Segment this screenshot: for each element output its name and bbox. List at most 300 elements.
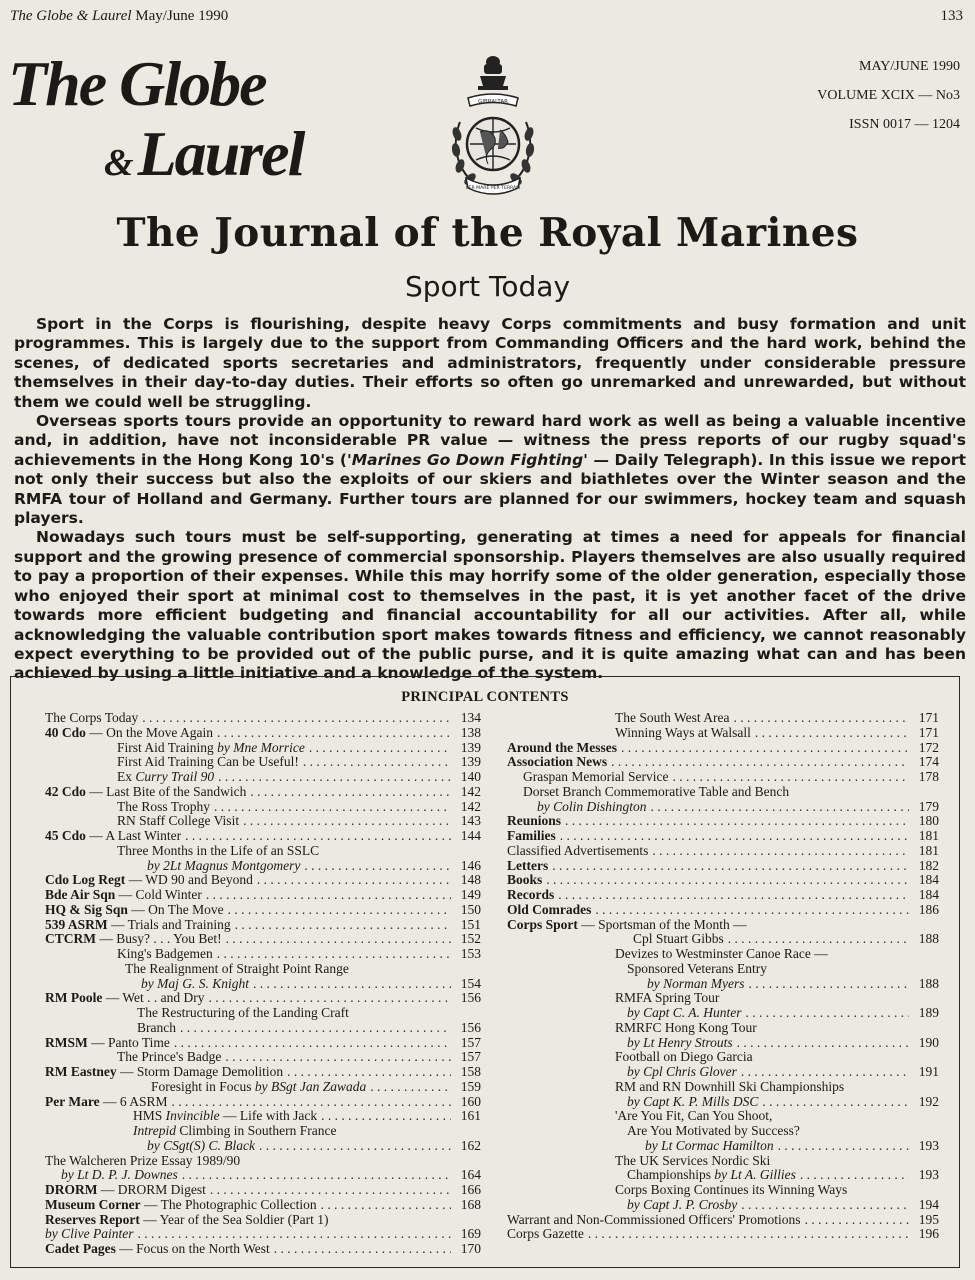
contents-entry	[45, 991, 481, 1006]
contents-page-number: 171	[918, 724, 939, 740]
contents-entry-text: Football on Diego Garcia	[615, 1049, 753, 1065]
crest-motto-text: PER MARE PER TERRAM	[465, 186, 521, 191]
contents-entry	[45, 1095, 481, 1110]
contents-entry	[45, 962, 481, 977]
contents-entry	[507, 1168, 939, 1183]
contents-entry	[45, 1139, 481, 1154]
contents-column-right	[507, 711, 939, 1242]
contents-entry-section: RM Eastney	[45, 1064, 117, 1079]
contents-entry-title	[45, 947, 213, 962]
contents-entry-text: The Ross Trophy	[117, 798, 211, 814]
contents-entry-section: HQ & Sig Sqn	[45, 901, 128, 917]
contents-entry-text: First Aid Training Can be Useful!	[117, 754, 299, 770]
contents-entry	[45, 726, 481, 741]
contents-entry-text: Cpl Stuart Gibbs	[633, 931, 724, 947]
contents-entry-section: Letters	[507, 857, 549, 873]
contents-dot-leader	[206, 888, 451, 903]
contents-page-number: 184	[918, 872, 939, 888]
contents-entry-text-tail: — Life with Jack	[219, 1108, 318, 1124]
contents-entry-text: — Focus on the North West	[115, 1241, 270, 1256]
contents-entry	[507, 785, 939, 800]
contents-entry	[507, 1124, 939, 1139]
contents-entry-text: — 6 ASRM	[99, 1093, 168, 1109]
contents-entry-title	[45, 829, 181, 844]
contents-page-number: 138	[460, 724, 481, 740]
running-title-italic: The Globe & Laurel	[10, 8, 132, 24]
contents-entry	[507, 1080, 939, 1095]
contents-dot-leader	[218, 770, 451, 785]
contents-entry-text: King's Badgemen	[117, 946, 213, 961]
intro-p2-quote: 'Marines Go Down Fighting'	[347, 450, 588, 469]
contents-entry-text-tail: Climbing in Southern France	[176, 1123, 337, 1138]
contents-entry	[507, 873, 939, 888]
contents-page-number: 149	[460, 887, 481, 902]
contents-entry-text: — DRORM Digest	[97, 1182, 206, 1197]
contents-entry-title	[507, 800, 647, 815]
contents-entry-title	[45, 1006, 349, 1021]
contents-entry-section: CTCRM	[45, 931, 96, 947]
contents-page-number: 170	[460, 1241, 481, 1256]
contents-dot-leader	[303, 755, 451, 770]
contents-entry-title	[507, 1095, 758, 1110]
contents-entry-text: Graspan Memorial Service	[523, 769, 669, 784]
contents-dot-leader	[755, 726, 909, 741]
contents-dot-leader	[652, 844, 909, 859]
contents-entry-text: — On the Move Again	[85, 724, 214, 740]
contents-entry-text: First Aid Training	[117, 739, 218, 755]
contents-entry-title	[507, 770, 668, 785]
contents-entry-title	[45, 726, 213, 741]
contents-page-number: 180	[918, 813, 939, 829]
contents-entry	[45, 1006, 481, 1021]
contents-dot-leader	[228, 903, 451, 918]
contents-entry-byline: by Capt C. A. Hunter	[627, 1005, 742, 1020]
editorial-intro	[14, 315, 966, 684]
contents-entry-text: The Realignment of Straight Point Range	[125, 960, 349, 976]
contents-entry	[507, 726, 939, 741]
intro-p2-start: Overseas sports tours provide an opportunity to reward hard work as well as being a valuable incentive and, in addition, have not inconsiderable PR value — witness the press reports of our rugby squad's achievements in the Hong Kong 10's (	[14, 412, 966, 469]
contents-entry-title	[507, 1050, 753, 1065]
contents-entry-title	[45, 844, 319, 859]
contents-entry	[507, 741, 939, 756]
contents-entry-text: Corps Gazette	[507, 1226, 584, 1242]
contents-entry-title	[45, 991, 205, 1006]
contents-entry-title	[45, 755, 299, 770]
contents-entry	[45, 1168, 481, 1183]
contents-entry-title	[45, 1124, 336, 1139]
contents-entry-section: Old Comrades	[507, 901, 592, 917]
section-title: Sport Today	[404, 270, 571, 303]
contents-dot-leader	[225, 1050, 451, 1065]
contents-page-number: 174	[918, 754, 939, 770]
contents-entry-text: RMFA Spring Tour	[615, 990, 720, 1006]
contents-page-number: 144	[460, 828, 481, 843]
contents-entry-title	[507, 932, 724, 947]
contents-dot-leader	[621, 741, 909, 756]
masthead-line-2	[104, 118, 304, 189]
contents-dot-leader	[565, 814, 909, 829]
contents-entry-title	[507, 711, 730, 726]
contents-dot-leader	[226, 932, 451, 947]
contents-dot-leader	[546, 873, 909, 888]
issn: ISSN 0017 — 1204	[849, 117, 960, 132]
contents-entry-title	[45, 962, 349, 977]
contents-page-number: 157	[460, 1049, 481, 1065]
contents-dot-leader	[778, 1139, 909, 1154]
contents-entry-title	[45, 1109, 317, 1124]
contents-entry	[507, 1036, 939, 1051]
contents-entry-title	[507, 741, 617, 756]
contents-page-number: 188	[918, 931, 939, 947]
intro-paragraph-2	[14, 412, 966, 528]
contents-entry-title	[507, 1006, 742, 1021]
contents-entry-text: 'Are You Fit, Can You Shoot,	[615, 1108, 773, 1124]
contents-entry-title	[45, 1139, 255, 1154]
contents-entry	[45, 711, 481, 726]
contents-entry-title	[507, 844, 648, 859]
contents-entry-byline: by Cpl Chris Glover	[627, 1064, 737, 1079]
contents-page-number: 194	[918, 1196, 939, 1212]
contents-entry-text: The Walcheren Prize Essay 1989/90	[45, 1152, 241, 1168]
contents-entry-title	[45, 711, 138, 726]
contents-entry-title	[45, 1080, 366, 1095]
contents-entry-title	[507, 1154, 770, 1169]
contents-entry	[45, 785, 481, 800]
contents-entry-title	[507, 829, 556, 844]
contents-entry-text: — A Last Winter	[85, 828, 182, 843]
page-number: 133	[940, 8, 963, 24]
contents-dot-leader	[321, 1198, 451, 1213]
contents-entry-text: The Corps Today	[45, 710, 139, 725]
contents-entry-byline: by Norman Myers	[647, 975, 745, 991]
contents-entry	[45, 1109, 481, 1124]
contents-entry-title	[507, 1198, 737, 1213]
contents-entry-text: — Busy? . . . You Bet!	[96, 931, 222, 947]
contents-page-number: 134	[460, 710, 481, 725]
contents-dot-leader	[672, 770, 909, 785]
contents-entry-byline: by Maj G. S. Knight	[141, 975, 249, 991]
contents-entry-byline: by Capt K. P. Mills DSC	[627, 1093, 759, 1109]
contents-dot-leader	[611, 755, 909, 770]
contents-page-number: 193	[918, 1167, 939, 1183]
contents-dot-leader	[309, 741, 451, 756]
contents-entry-text: Warrant and Non-Commissioned Officers' Promotions	[507, 1211, 801, 1227]
contents-entry	[45, 1154, 481, 1169]
contents-entry-section: Reunions	[507, 813, 562, 829]
masthead-ampersand: &	[104, 142, 132, 184]
contents-entry-text: — The Photographic Collection	[140, 1196, 317, 1212]
contents-dot-leader	[182, 1168, 451, 1183]
contents-page-number: 179	[918, 798, 939, 814]
contents-entry-byline: Intrepid	[133, 1123, 176, 1138]
contents-entry-title	[507, 1183, 847, 1198]
contents-page-number: 169	[460, 1226, 481, 1242]
contents-entry-title	[45, 1095, 168, 1110]
contents-page-number: 181	[918, 828, 939, 843]
contents-page-number: 156	[460, 1019, 481, 1035]
contents-dot-leader	[749, 977, 910, 992]
contents-page-number: 139	[460, 739, 481, 755]
contents-entry-title	[45, 1065, 283, 1080]
contents-page-number: 142	[460, 798, 481, 814]
contents-entry-text: Three Months in the Life of an SSLC	[117, 842, 320, 858]
contents-page-number: 191	[918, 1064, 939, 1079]
contents-dot-leader	[235, 918, 451, 933]
contents-entry-byline: by Clive Painter	[45, 1226, 134, 1242]
contents-entry	[45, 1036, 481, 1051]
contents-dot-leader	[142, 711, 451, 726]
contents-entry-title	[507, 814, 561, 829]
contents-entry	[507, 977, 939, 992]
contents-entry-title	[507, 1065, 737, 1080]
contents-page-number: 140	[460, 769, 481, 784]
contents-entry	[507, 1139, 939, 1154]
contents-entry-title	[507, 1168, 796, 1183]
contents-entry	[507, 903, 939, 918]
contents-page-number: 154	[460, 975, 481, 991]
contents-entry	[507, 770, 939, 785]
contents-entry-section: Cdo Log Regt	[45, 872, 126, 888]
contents-entry-byline: by Mne Morrice	[217, 739, 305, 755]
contents-entry	[507, 711, 939, 726]
contents-entry-text: — Panto Time	[87, 1034, 170, 1050]
contents-entry-text: Ex	[117, 769, 136, 784]
contents-dot-leader	[560, 829, 909, 844]
contents-entry	[507, 1213, 939, 1228]
contents-entry	[45, 1198, 481, 1213]
contents-entry-title	[45, 785, 246, 800]
contents-entry	[45, 1124, 481, 1139]
contents-entry-title	[507, 1213, 801, 1228]
contents-entry-section: Per Mare	[45, 1093, 100, 1109]
contents-dot-leader	[805, 1213, 909, 1228]
contents-entry-text: The South West Area	[615, 710, 730, 725]
contents-entry	[45, 829, 481, 844]
contents-entry-title	[507, 1124, 800, 1139]
contents-entry-section: 42 Cdo	[45, 783, 86, 799]
contents-dot-leader	[209, 991, 451, 1006]
royal-marines-crest-icon	[440, 52, 546, 202]
contents-entry-title	[507, 888, 554, 903]
contents-entry	[45, 755, 481, 770]
contents-dot-leader	[257, 873, 451, 888]
contents-entry-text: Classified Advertisements	[507, 842, 649, 858]
contents-title: PRINCIPAL CONTENTS	[401, 689, 569, 705]
contents-entry-title	[45, 1213, 328, 1228]
crest-scroll-text: GIBRALTAR	[478, 99, 508, 105]
contents-dot-leader	[259, 1139, 451, 1154]
contents-page-number: 184	[918, 887, 939, 902]
contents-dot-leader	[250, 785, 451, 800]
contents-entry-section: 45 Cdo	[45, 828, 86, 843]
contents-entry-byline: by Lt Henry Strouts	[627, 1034, 733, 1050]
contents-entry-section: RMSM	[45, 1034, 88, 1050]
contents-entry-title	[507, 1227, 584, 1242]
contents-dot-leader	[253, 977, 451, 992]
contents-entry	[507, 888, 939, 903]
contents-entry-section: Association News	[507, 754, 608, 770]
contents-entry	[45, 859, 481, 874]
contents-entry-text: Dorset Branch Commemorative Table and Bench	[523, 783, 790, 799]
contents-page-number: 178	[918, 769, 939, 784]
contents-entry-text: — Year of the Sea Soldier (Part 1)	[139, 1211, 329, 1227]
contents-entry	[45, 903, 481, 918]
contents-entry-text: — Trials and Training	[107, 916, 231, 932]
contents-dot-leader	[558, 888, 909, 903]
contents-dot-leader	[217, 726, 451, 741]
contents-entry	[507, 1065, 939, 1080]
contents-entry	[45, 814, 481, 829]
contents-dot-leader	[174, 1036, 451, 1051]
volume-number: VOLUME XCIX — No3	[817, 88, 960, 103]
contents-dot-leader	[304, 859, 451, 874]
running-title-issue: May/June 1990	[131, 8, 229, 24]
contents-entry	[45, 932, 481, 947]
contents-entry-section: Corps Sport	[507, 916, 578, 932]
contents-entry	[507, 918, 939, 933]
contents-entry	[45, 1213, 481, 1228]
issue-meta	[817, 52, 960, 139]
contents-entry	[45, 800, 481, 815]
contents-entry-title	[45, 873, 253, 888]
contents-dot-leader	[595, 903, 909, 918]
contents-entry	[507, 962, 939, 977]
contents-entry	[507, 1021, 939, 1036]
contents-entry-section: 40 Cdo	[45, 724, 86, 740]
contents-entry-title	[45, 814, 239, 829]
contents-entry-title	[507, 859, 548, 874]
contents-column-left	[45, 711, 481, 1257]
contents-entry-byline: Invincible	[165, 1108, 220, 1124]
contents-entry	[507, 814, 939, 829]
contents-entry-title	[507, 755, 607, 770]
contents-entry-byline: by Lt D. P. J. Downes	[61, 1167, 178, 1183]
contents-dot-leader	[552, 859, 909, 874]
contents-entry-text: Championships	[627, 1167, 715, 1183]
contents-entry-title	[45, 918, 231, 933]
contents-entry-byline: by BSgt Jan Zawada	[254, 1078, 367, 1094]
contents-dot-leader	[734, 711, 909, 726]
contents-entry-text: — Storm Damage Demolition	[116, 1064, 284, 1079]
contents-dot-leader	[651, 800, 909, 815]
contents-dot-leader	[185, 829, 451, 844]
contents-dot-leader	[746, 1006, 910, 1021]
contents-entry-title	[45, 859, 300, 874]
contents-page-number: 157	[460, 1034, 481, 1050]
contents-entry-title	[507, 977, 745, 992]
contents-entry	[45, 1080, 481, 1095]
contents-entry-section: Reserves Report	[45, 1211, 140, 1227]
contents-entry-text: RM and RN Downhill Ski Championships	[615, 1078, 845, 1094]
contents-entry-title	[45, 1183, 206, 1198]
contents-dot-leader	[741, 1065, 909, 1080]
contents-entry-byline: by Lt Cormac Hamilton	[645, 1137, 774, 1153]
contents-page-number: 166	[460, 1182, 481, 1197]
contents-entry-text: The Restructuring of the Landing Craft	[137, 1005, 349, 1020]
contents-entry	[45, 977, 481, 992]
contents-entry-text: — Last Bite of the Sandwich	[85, 783, 247, 799]
contents-page-number: 192	[918, 1093, 939, 1109]
contents-entry-text: The Prince's Badge	[117, 1049, 222, 1065]
contents-entry-text: RN Staff College Visit	[117, 813, 240, 829]
masthead-line-1: The Globe	[8, 48, 266, 119]
contents-page-number: 146	[460, 857, 481, 873]
contents-dot-leader	[180, 1021, 451, 1036]
contents-entry-section: Records	[507, 887, 555, 902]
contents-entry-title	[507, 785, 789, 800]
contents-dot-leader	[210, 1183, 451, 1198]
contents-entry	[507, 829, 939, 844]
contents-entry-title	[507, 1036, 733, 1051]
contents-entry-title	[45, 888, 202, 903]
contents-entry	[507, 1109, 939, 1124]
contents-entry-text: — Sportsman of the Month —	[577, 916, 747, 932]
issue-date: MAY/JUNE 1990	[859, 59, 960, 74]
contents-entry-byline: by CSgt(S) C. Black	[147, 1137, 255, 1153]
contents-dot-leader	[217, 947, 451, 962]
contents-entry	[507, 800, 939, 815]
intro-paragraph-3: Nowadays such tours must be self-supporting, generating at times a need for appeals for financial support and the growing presence of commercial sponsorship. Players themselves are also usually required to pay a proportion of their expenses. While this may horrify some of the older generation, especially those who enjoyed their sport at minimal cost to themselves in the past, it is yet another facet of the drive towards more efficient budgeting and financial accountability for all our activities. After all, while acknowledging the valuable contribution sport makes towards fitness and efficiency, we cannot reasonably expect everything to be provided out of the public purse, and it is quite amazing what can and has been achieved by using a little initiative and a knowledge of the system.	[14, 528, 966, 683]
contents-page-number: 161	[460, 1108, 481, 1124]
contents-entry-title	[507, 1139, 774, 1154]
contents-entry-title	[45, 1050, 221, 1065]
contents-entry-title	[507, 903, 591, 918]
contents-entry-title	[45, 903, 224, 918]
contents-entry-section: DRORM	[45, 1182, 98, 1197]
contents-entry-title	[507, 1080, 844, 1095]
contents-entry-section: Families	[507, 828, 556, 843]
contents-entry-text: Sponsored Veterans Entry	[627, 960, 767, 976]
contents-dot-leader	[728, 932, 909, 947]
contents-dot-leader	[762, 1095, 909, 1110]
contents-page-number: 153	[460, 946, 481, 961]
contents-entry-title	[507, 962, 767, 977]
contents-dot-leader	[370, 1080, 451, 1095]
journal-title: The Journal of the Royal Marines	[116, 210, 859, 256]
contents-entry	[45, 844, 481, 859]
contents-entry-title	[45, 770, 214, 785]
contents-entry	[45, 1050, 481, 1065]
contents-entry-byline: Curry Trail 90	[135, 769, 215, 784]
contents-page-number: 150	[460, 901, 481, 917]
intro-paragraph-1: Sport in the Corps is flourishing, despite heavy Corps commitments and busy formation and unit programmes. This is largely due to the support from Commanding Officers and the hard work, behind the scenes, of dedicated sports secretaries and administrators, frequently under considerable pressure themselves in their day-to-day duties. Their efforts so often go unremarked and unrewarded, but without them we could well be struggling.	[14, 315, 966, 411]
contents-entry	[507, 844, 939, 859]
contents-page-number: 195	[918, 1211, 939, 1227]
contents-entry	[45, 918, 481, 933]
contents-entry-title	[45, 800, 210, 815]
contents-page-number: 158	[460, 1064, 481, 1079]
contents-dot-leader	[172, 1095, 452, 1110]
contents-entry-text: Branch	[137, 1019, 176, 1035]
contents-entry-section: Cadet Pages	[45, 1241, 116, 1256]
contents-entry-section: Books	[507, 872, 543, 888]
contents-entry-title	[45, 1021, 176, 1036]
contents-entry-section: 539 ASRM	[45, 916, 108, 932]
contents-entry	[45, 1183, 481, 1198]
contents-entry	[507, 991, 939, 1006]
contents-dot-leader	[287, 1065, 451, 1080]
contents-entry	[45, 1242, 481, 1257]
contents-entry-title	[507, 1109, 772, 1124]
contents-page-number: 188	[918, 975, 939, 991]
contents-page-number: 139	[460, 754, 481, 770]
contents-entry	[507, 1050, 939, 1065]
contents-dot-leader	[588, 1227, 909, 1242]
contents-page-number: 190	[918, 1034, 939, 1050]
running-header	[10, 8, 228, 25]
contents-entry-text: Corps Boxing Continues its Winning Ways	[615, 1182, 848, 1197]
contents-dot-leader	[137, 1227, 451, 1242]
